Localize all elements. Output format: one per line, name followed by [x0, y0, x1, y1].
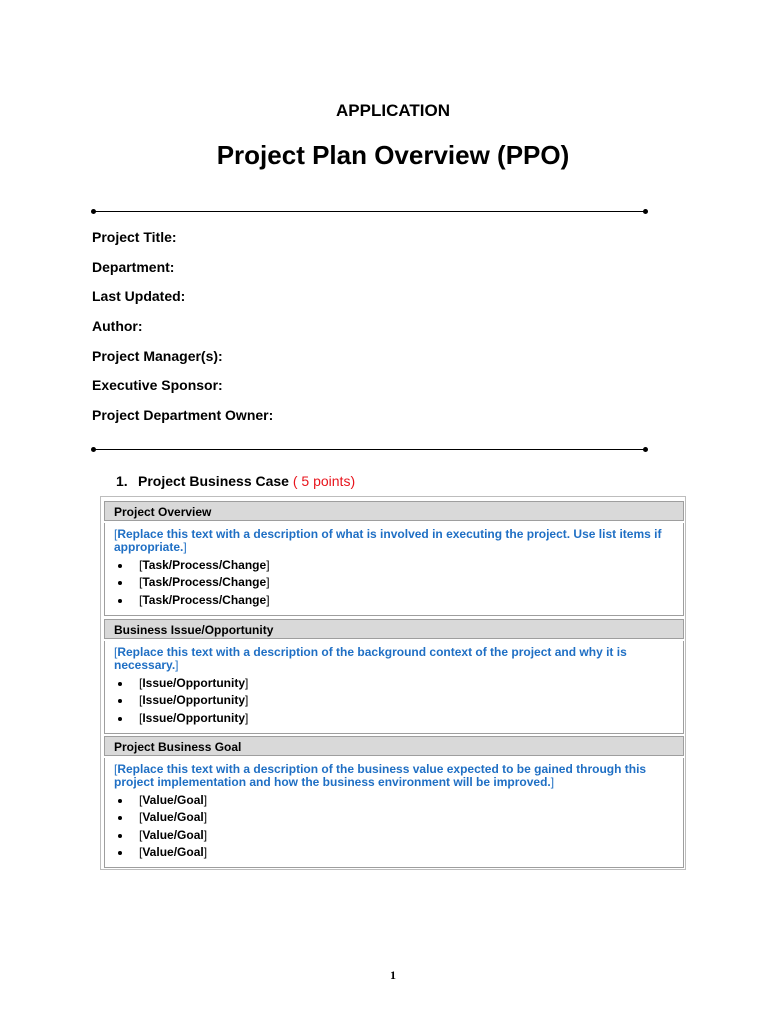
instructions-text: [Replace this text with a description of the business value expected to be gained through this project implementation and how the business environment will be improved.] — [114, 762, 647, 789]
field-project-title: Project Title: — [92, 229, 177, 245]
field-author: Author: — [92, 318, 143, 334]
instructions-text: [Replace this text with a description of what is involved in executing the project. Use list items if appropriate.] — [114, 527, 662, 554]
row-body-project-overview[interactable] — [104, 523, 684, 616]
list-item: [Value/Goal] — [114, 792, 671, 809]
page-number: 1 — [390, 968, 396, 982]
row-header-business-goal: Project Business Goal — [104, 736, 684, 756]
list-item: [Value/Goal] — [114, 827, 671, 844]
section-number: 1. — [116, 473, 128, 489]
list-item: [Issue/Opportunity] — [114, 692, 671, 709]
list-item: [Value/Goal] — [114, 809, 671, 826]
divider-bottom — [93, 449, 646, 450]
field-project-managers: Project Manager(s): — [92, 348, 223, 364]
field-executive-sponsor: Executive Sponsor: — [92, 377, 223, 393]
field-project-department-owner: Project Department Owner: — [92, 407, 274, 423]
row-body-business-goal[interactable] — [104, 758, 684, 868]
divider-top — [93, 211, 646, 212]
row-header-project-overview: Project Overview — [104, 501, 684, 521]
section-title: Project Business Case — [138, 473, 289, 489]
section-heading — [116, 473, 355, 489]
bullet-list — [114, 557, 671, 609]
list-item: [Task/Process/Change] — [114, 592, 671, 609]
list-item: [Value/Goal] — [114, 844, 671, 861]
list-item: [Issue/Opportunity] — [114, 710, 671, 727]
row-body-business-issue[interactable] — [104, 641, 684, 734]
business-case-table — [100, 496, 686, 870]
document-title: Project Plan Overview (PPO) — [216, 140, 570, 170]
document-label: APPLICATION — [336, 101, 450, 120]
bullet-list — [114, 792, 671, 862]
field-last-updated: Last Updated: — [92, 288, 186, 304]
field-department: Department: — [92, 259, 175, 275]
list-item: [Task/Process/Change] — [114, 557, 671, 574]
row-header-business-issue: Business Issue/Opportunity — [104, 619, 684, 639]
section-points: ( 5 points) — [292, 473, 356, 489]
bullet-list — [114, 675, 671, 727]
instructions-text: [Replace this text with a description of the background context of the project and why it is necessary.] — [114, 645, 627, 672]
list-item: [Issue/Opportunity] — [114, 675, 671, 692]
list-item: [Task/Process/Change] — [114, 574, 671, 591]
